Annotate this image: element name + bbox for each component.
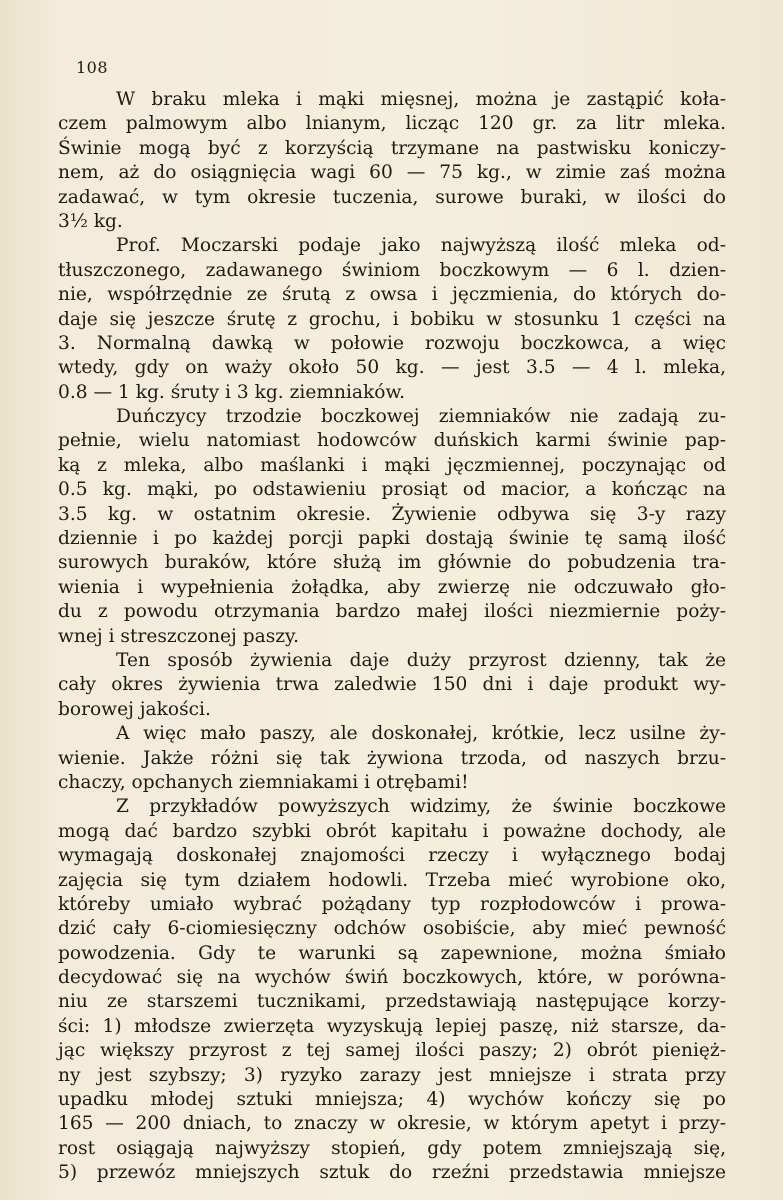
text-line: wienie. Jakże różni się tak żywiona trzoda, od naszych brzu- bbox=[58, 747, 726, 769]
text-line: Z przykładów powyższych widzimy, że świnie boczkowe bbox=[116, 796, 726, 818]
text-line: Ten sposób żywienia daje duży przyrost dzienny, tak że bbox=[116, 649, 726, 671]
text-line: du z powodu otrzymania bardzo małej ilości niezmiernie poży- bbox=[58, 601, 726, 623]
text-line: 3. Normalną dawką w połowie rozwoju boczkowca, a więc bbox=[58, 332, 726, 354]
text-line: W braku mleka i mąki mięsnej, można je zastąpić koła- bbox=[116, 89, 726, 110]
text-line: ny jest szybszy; 3) ryzyko zarazy jest mniejsze i strata przy bbox=[58, 1064, 726, 1086]
text-line: Duńczycy trzodzie boczkowej ziemniaków nie zadają zu- bbox=[116, 406, 726, 428]
text-line: nie, współrzędnie ze śrutą z owsa i jęczmienia, do których do- bbox=[58, 284, 726, 306]
text-line: 0.8 — 1 kg. śruty i 3 kg. ziemniaków. bbox=[58, 381, 406, 403]
text-line: nem, aż do osiągnięcia wagi 60 — 75 kg., w zimie zaś można bbox=[58, 162, 726, 184]
text-line: jąc większy przyrost z tej samej ilości paszy; 2) obrót pienięż- bbox=[58, 1040, 726, 1062]
body-text bbox=[58, 88, 726, 1186]
text-line: któreby umiało wybrać pożądany typ rozpłodowców i prowa- bbox=[58, 893, 726, 915]
text-line: wienia i wypełnienia żołądka, aby zwierzę nie odczuwało gło- bbox=[58, 576, 726, 598]
text-line: niu ze starszemi tucznikami, przedstawiają następujące korzy- bbox=[58, 991, 726, 1013]
text-line: wymagają doskonałej znajomości rzeczy i wyłącznego bodaj bbox=[58, 845, 726, 867]
text-line: 3½ kg. bbox=[58, 210, 123, 232]
text-line: upadku młodej sztuki mniejsza; 4) wychów kończy się po bbox=[58, 1089, 726, 1111]
text-line: Prof. Moczarski podaje jako najwyższą ilość mleka od- bbox=[116, 235, 726, 257]
text-line: wnej i streszczonej paszy. bbox=[58, 625, 300, 647]
text-line: surowych buraków, które służą im głównie do pobudzenia tra- bbox=[58, 552, 726, 574]
text-line: dzić cały 6-ciomiesięczny odchów osobiście, aby mieć pewność bbox=[58, 918, 726, 940]
text-line: 5) przewóz mniejszych sztuk do rzeźni przedstawia mniejsze bbox=[58, 1162, 726, 1184]
text-line: chaczy, opchanych ziemniakami i otrębami! bbox=[58, 771, 469, 793]
text-line: decydować się na wychów świń boczkowych, które, w porówna- bbox=[58, 967, 726, 989]
text-line: A więc mało paszy, ale doskonałej, krótkie, lecz usilne ży- bbox=[116, 723, 726, 745]
text-line: ką z mleka, albo maślanki i mąki jęczmiennej, poczynając od bbox=[58, 454, 726, 476]
text-line: ści: 1) młodsze zwierzęta wyzyskują lepiej paszę, niż starsze, da- bbox=[58, 1015, 726, 1037]
text-line: tłuszczonego, zadawanego świniom boczkowym — 6 l. dzien- bbox=[58, 259, 726, 281]
text-line: Świnie mogą być z korzyścią trzymane na pastwisku koniczy- bbox=[58, 137, 726, 159]
text-line: rost osiągają najwyższy stopień, gdy potem zmniejszają się, bbox=[58, 1137, 726, 1159]
text-line: czem palmowym albo lnianym, licząc 120 gr. za litr mleka. bbox=[58, 113, 726, 135]
text-line: cały okres żywienia trwa zaledwie 150 dni i daje produkt wy- bbox=[58, 674, 726, 696]
text-line: powodzenia. Gdy te warunki są zapewnione, można śmiało bbox=[58, 942, 726, 964]
text-line: 0.5 kg. mąki, po odstawieniu prosiąt od macior, a kończąc na bbox=[58, 479, 726, 501]
text-line: borowej jakości. bbox=[58, 698, 211, 720]
text-line: 165 — 200 dniach, to znaczy w okresie, w którym apetyt i przy- bbox=[58, 1113, 726, 1135]
text-line: wtedy, gdy on waży około 50 kg. — jest 3.5 — 4 l. mleka, bbox=[58, 357, 726, 379]
text-line: mogą dać bardzo szybki obrót kapitału i poważne dochody, ale bbox=[58, 820, 726, 842]
text-line: zajęcia się tym działem hodowli. Trzeba mieć wyrobione oko, bbox=[58, 869, 726, 891]
text-line: dziennie i po każdej porcji papki dostają świnie tę samą ilość bbox=[58, 528, 726, 550]
page-number: 108 bbox=[76, 58, 109, 77]
text-line: daje się jeszcze śrutę z grochu, i bobiku w stosunku 1 części na bbox=[58, 308, 726, 330]
text-line: zadawać, w tym okresie tuczenia, surowe buraki, w ilości do bbox=[58, 186, 726, 208]
text-line: 3.5 kg. w ostatnim okresie. Żywienie odbywa się 3-y razy bbox=[58, 503, 726, 525]
text-line: pełnie, wielu natomiast hodowców duńskich karmi świnie pap- bbox=[58, 430, 726, 452]
